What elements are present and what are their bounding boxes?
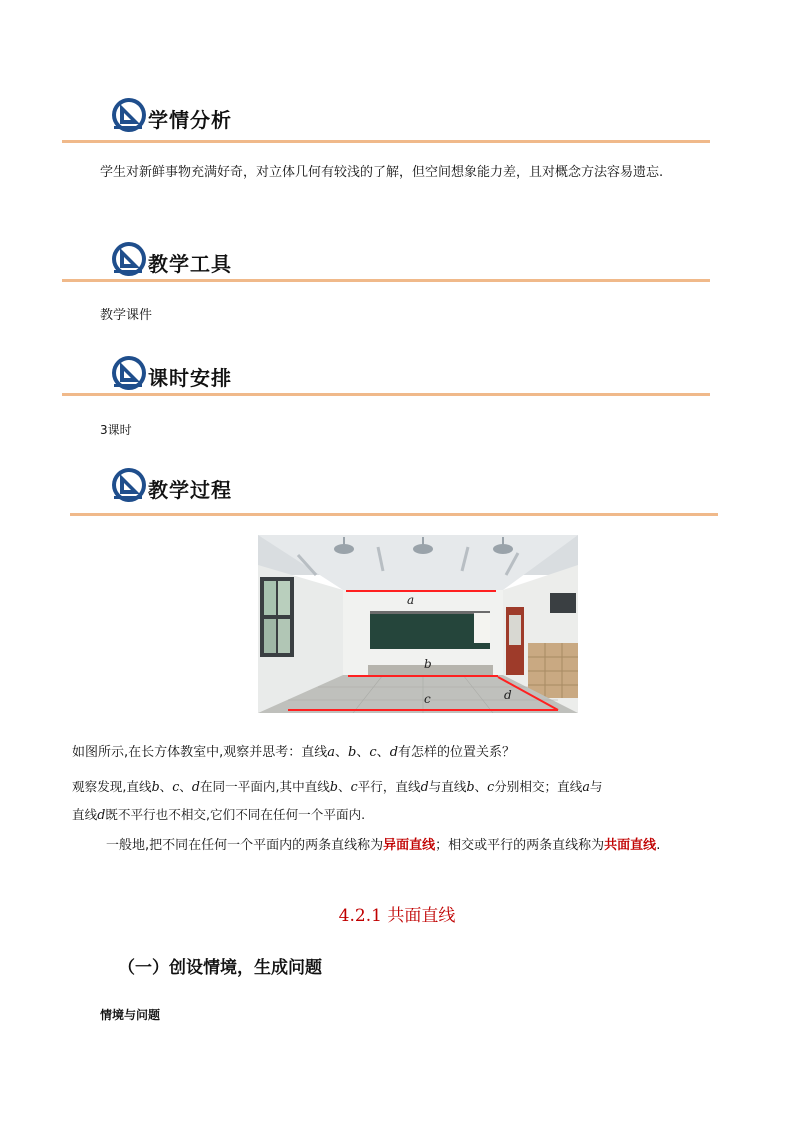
lesson-subtitle: 4.2.1 共面直线 [338, 906, 456, 926]
set-square-icon [110, 240, 148, 278]
subsection-label: 情境与问题 [100, 1008, 161, 1022]
section-content: 学生对新鲜事物充满好奇，对立体几何有较浅的了解，但空间想象能力差，且对概念方法容易遗忘. [100, 165, 664, 180]
classroom-photo [258, 535, 578, 713]
label-d: d [504, 688, 512, 702]
section-divider [62, 393, 710, 396]
section-divider [62, 279, 710, 282]
classroom-illustration [258, 535, 578, 713]
set-square-icon [110, 466, 148, 504]
paragraph-line: 直线d既不平行也不相交,它们不同在任何一个平面内. [72, 807, 366, 822]
term-coplanar-lines: 共面直线 [604, 838, 657, 853]
section-divider [70, 513, 718, 516]
section-divider [62, 140, 710, 143]
section-content: 教学课件 [100, 308, 153, 323]
section-title: 教学过程 [148, 478, 232, 502]
label-a: a [407, 593, 415, 607]
section-title: 课时安排 [148, 366, 232, 390]
section-title: 学情分析 [148, 108, 232, 132]
label-b: b [424, 657, 432, 671]
process-paragraph-2 [72, 773, 732, 829]
subsection-heading: （一）创设情境，生成问题 [118, 958, 322, 978]
section-content: 3课时 [100, 423, 132, 437]
process-paragraph-1: 如图所示,在长方体教室中,观察并思考：直线a、b、c、d有怎样的位置关系？ [72, 745, 516, 760]
paragraph-line: 观察发现,直线b、c、d在同一平面内,其中直线b、c平行，直线d与直线b、c分别相交；直线a与 [72, 779, 603, 794]
term-skew-lines: 异面直线 [383, 838, 436, 853]
section-title: 教学工具 [148, 252, 232, 276]
label-c: c [424, 692, 431, 706]
set-square-icon [110, 354, 148, 392]
process-paragraph-3: 一般地,把不同在任何一个平面内的两条直线称为异面直线；相交或平行的两条直线称为共面直线. [106, 838, 661, 853]
set-square-icon [110, 96, 148, 134]
